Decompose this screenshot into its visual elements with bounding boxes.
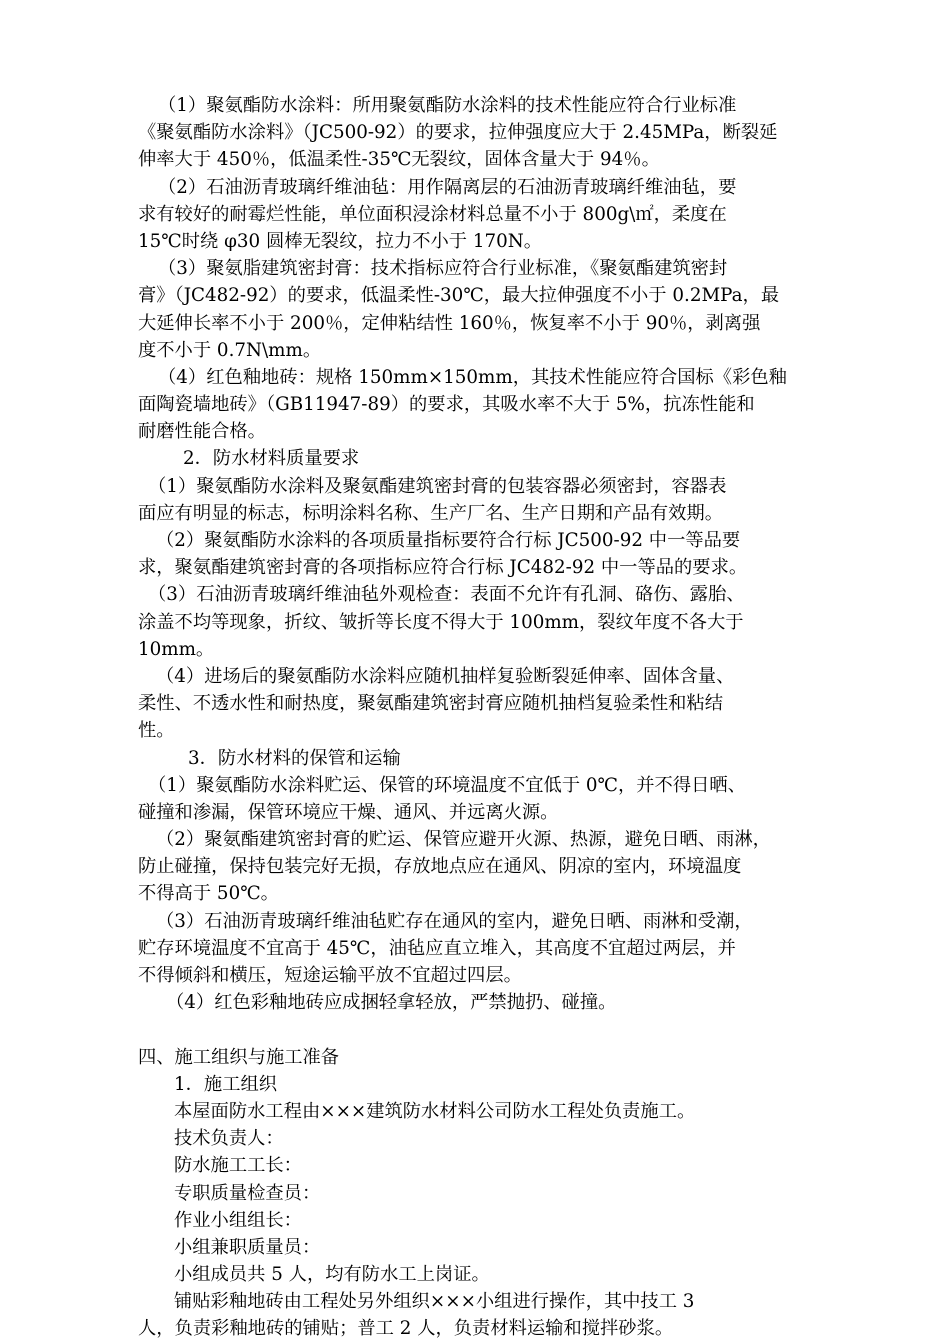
para-line: 技术负责人： — [174, 1128, 284, 1150]
para-line: 小组兼职质量员： — [174, 1236, 321, 1258]
para-line: （2）聚氨酯防水涂料的各项质量指标要符合行标 JC500-92 中一等品要 — [156, 530, 741, 551]
heading-line: 2．防水材料质量要求 — [183, 448, 360, 470]
para-line: 性。 — [138, 720, 175, 742]
para-line: （3）石油沥青玻璃纤维油毡贮存在通风的室内，避免日晒、雨淋和受潮， — [156, 910, 753, 932]
para-line: 伸率大于 450％，低温柔性-35℃无裂纹，固体含量大于 94％。 — [138, 149, 660, 171]
para-line: 膏》（JC482-92）的要求，低温柔性-30℃，最大拉伸强度不小于 0.2MPa，最 — [138, 285, 780, 307]
document-body — [138, 92, 838, 1343]
blank-line — [138, 1016, 838, 1043]
para-line: 求，聚氨酯建筑密封膏的各项指标应符合行标 JC482-92 中一等品的要求。 — [138, 557, 748, 579]
para-line: 15℃时绕 φ30 圆棒无裂纹，拉力不小于 170N。 — [138, 230, 543, 252]
para-line: 《聚氨酯防水涂料》（JC500-92）的要求，拉伸强度应大于 2.45MPa，断裂延 — [138, 122, 778, 144]
para-line: （4）红色釉地砖：规格 150mm×150mm，其技术性能应符合国标《彩色釉 — [158, 366, 787, 388]
para-line: 贮存环境温度不宜高于 45℃，油毡应直立堆入，其高度不宜超过两层，并 — [138, 937, 736, 959]
para-line: （1）聚氨酯防水涂料：所用聚氨酯防水涂料的技术性能应符合行业标准 — [158, 95, 737, 116]
para-line: （3）石油沥青玻璃纤维油毡外观检查：表面不允许有孔洞、硌伤、露胎、 — [148, 584, 745, 606]
para-line: （4）红色彩釉地砖应成捆轻拿轻放，严禁抛扔、碰撞。 — [166, 992, 617, 1014]
section-line: 四、施工组织与施工准备 — [138, 1046, 340, 1068]
heading-line: 3．防水材料的保管和运输 — [188, 747, 401, 769]
para-line: （4）进场后的聚氨酯防水涂料应随机抽样复验断裂延伸率、固体含量、 — [156, 665, 735, 687]
para-line: 大延伸长率不小于 200％，定伸粘结性 160％，恢复率不小于 90％，剥离强 — [138, 312, 761, 334]
para-line: 不得高于 50℃。 — [138, 883, 279, 905]
para-line: 耐磨性能合格。 — [138, 421, 266, 443]
para-line: 度不小于 0.7N\mm。 — [138, 339, 322, 361]
para-line: 人，负责彩釉地砖的铺贴；普工 2 人，负责材料运输和搅拌砂浆。 — [138, 1318, 674, 1340]
para-line: （2）聚氨酯建筑密封膏的贮运、保管应避开火源、热源，避免日晒、雨淋， — [156, 829, 771, 851]
para-line: 作业小组组长： — [174, 1209, 302, 1231]
para-line: 小组成员共 5 人，均有防水工上岗证。 — [174, 1264, 490, 1286]
para-line: 面应有明显的标志，标明涂料名称、生产厂名、生产日期和产品有效期。 — [138, 502, 723, 524]
para-line: 防止碰撞，保持包装完好无损，存放地点应在通风、阴凉的室内，环境温度 — [138, 856, 742, 878]
para-line: 碰撞和渗漏，保管环境应干燥、通风、并远离火源。 — [138, 801, 559, 823]
para-line: 不得倾斜和横压，短途运输平放不宜超过四层。 — [138, 965, 522, 986]
para-line: （1）聚氨酯防水涂料及聚氨酯建筑密封膏的包装容器必须密封，容器表 — [148, 475, 727, 497]
para-line: 面陶瓷墙地砖》（GB11947-89）的要求，其吸水率不大于 5%，抗冻性能和 — [138, 394, 755, 416]
para-line: 10mm。 — [138, 638, 215, 660]
heading-line: 1．施工组织 — [174, 1073, 278, 1095]
para-line: 专职质量检查员： — [174, 1182, 321, 1204]
para-line: 求有较好的耐霉烂性能，单位面积浸涂材料总量不小于 800g\㎡，柔度在 — [138, 203, 727, 225]
para-line: 涂盖不均等现象，折纹、皱折等长度不得大于 100mm，裂纹年度不各大于 — [138, 611, 744, 633]
para-line: （1）聚氨酯防水涂料贮运、保管的环境温度不宜低于 0℃，并不得日晒、 — [148, 774, 746, 796]
para-line: 防水施工工长： — [174, 1155, 302, 1177]
para-line: 柔性、不透水性和耐热度，聚氨酯建筑密封膏应随机抽档复验柔性和粘结 — [138, 693, 723, 715]
para-line: 铺贴彩釉地砖由工程处另外组织×××小组进行操作，其中技工 3 — [174, 1291, 695, 1313]
para-line: （3）聚氨脂建筑密封膏：技术指标应符合行业标准，《聚氨酯建筑密封 — [158, 258, 728, 280]
para-line: 本屋面防水工程由×××建筑防水材料公司防水工程处负责施工。 — [174, 1100, 696, 1122]
para-line: （2）石油沥青玻璃纤维油毡：用作隔离层的石油沥青玻璃纤维油毡，要 — [158, 176, 737, 198]
